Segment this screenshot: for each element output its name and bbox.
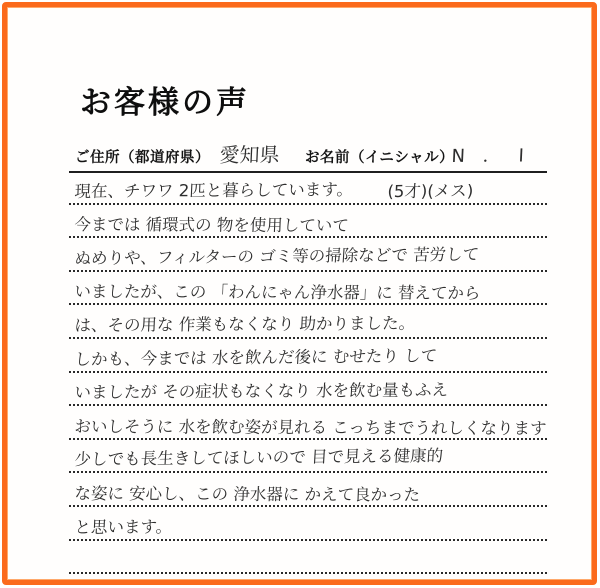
ruled-line <box>69 473 547 507</box>
testimonial-body <box>69 171 547 574</box>
handwritten-line: いましたが その症状もなくなり 水を飲む量もふえ <box>74 380 449 403</box>
address-value: 愛知県 <box>219 142 281 168</box>
ruled-line-empty <box>69 541 547 575</box>
handwritten-line: 現在、チワワ 2匹と暮らしています。 <box>74 179 354 201</box>
ruled-line <box>69 507 547 541</box>
ruled-line <box>69 238 547 272</box>
ruled-line <box>69 171 547 205</box>
address-label: ご住所（都道府県） <box>75 150 210 166</box>
handwritten-line: いましたが、この 「わんにゃん浄水器」に 替えてから <box>74 282 481 304</box>
handwritten-line: ぬめりや、フィルターの ゴミ等の掃除などで 苦労して <box>74 244 480 268</box>
ruled-line <box>69 272 547 306</box>
ruled-line <box>69 205 547 239</box>
name-label: お名前（イニシャル） <box>305 150 455 166</box>
handwritten-line: 少しでも長生きしてほしいので 目で見える健康的 <box>74 446 444 470</box>
handwritten-line: と思います。 <box>74 516 173 537</box>
ruled-line <box>69 373 547 407</box>
page-title: お客様の声 <box>80 85 250 120</box>
handwritten-line: おいしそうに 水を飲む姿が見れる こっちまでうれしくなります <box>74 416 547 438</box>
ruled-line <box>69 406 547 440</box>
handwritten-line: は、その用な 作業もなくなり 助かりました。 <box>74 313 416 335</box>
scan-frame <box>2 2 597 585</box>
handwritten-line: な姿に 安心し、この 浄水器に かえて良かった <box>74 483 421 505</box>
handwritten-note-age-sex: (5才)(メス) <box>387 180 474 201</box>
form-row <box>69 137 547 173</box>
ruled-line <box>69 305 547 339</box>
ruled-line <box>69 339 547 373</box>
name-value: N ． I <box>451 145 531 168</box>
handwritten-line: 今までは 循環式の 物を使用していて <box>74 215 350 236</box>
ruled-line <box>69 440 547 474</box>
handwritten-line: しかも、今までは 水を飲んだ後に むせたり して <box>74 345 438 369</box>
